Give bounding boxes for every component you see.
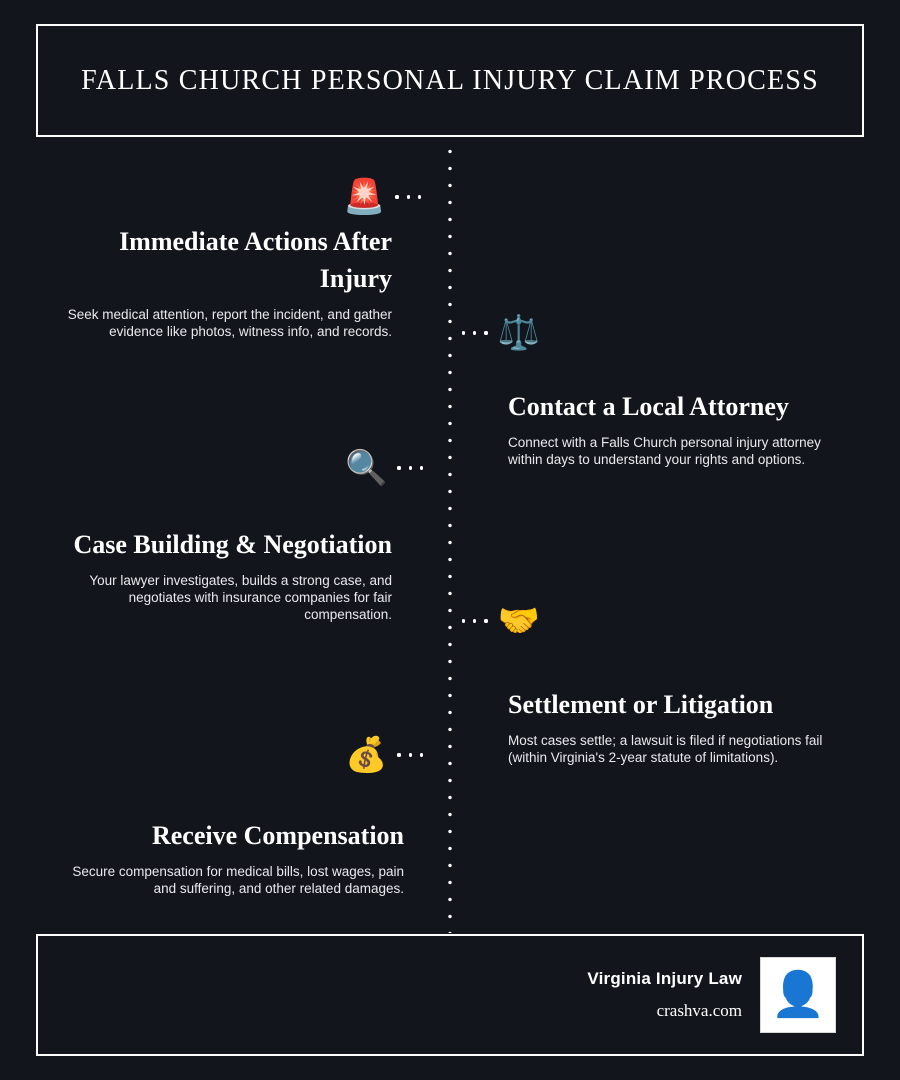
timeline-spine [448,143,453,933]
step-2-description: Connect with a Falls Church personal injury attorney within days to understand your rights and options. [508,434,821,468]
footer-content [587,957,836,1033]
step-3-connector-dots [397,466,423,469]
step-2-connector-dots [462,331,488,334]
magnifying-glass-icon: 🔍 [345,449,388,487]
footer-banner [36,934,864,1056]
step-5-title: Receive Compensation [151,821,404,850]
step-5-description: Secure compensation for medical bills, lost wages, pain and suffering, and other related damages. [72,863,404,897]
step-5-connector-dots [397,753,423,756]
step-3-icon-row [345,440,423,496]
handshake-icon: 🤝 [497,602,540,640]
step-4-title: Settlement or Litigation [508,690,774,719]
footer-text-block [587,969,742,1021]
step-1-icon-row [343,169,421,225]
step-4-connector-dots [462,619,488,622]
step-4-icon-row [462,593,540,649]
header-banner [36,24,864,137]
step-2-icon-row [462,305,540,361]
step-3-description: Your lawyer investigates, builds a strong case, and negotiates with insurance companies for fair compensation. [89,572,392,623]
money-bag-icon: 💰 [345,736,388,774]
step-4 [508,687,856,766]
step-3 [56,527,392,624]
step-1-connector-dots [395,195,421,198]
step-4-description: Most cases settle; a lawsuit is filed if negotiations fail (within Virginia's 2-year statute of limitations). [508,732,823,766]
step-2 [508,389,856,468]
brand-name: Virginia Injury Law [587,969,742,988]
step-1-title: Immediate Actions After Injury [119,227,392,293]
scales-of-justice-icon: ⚖️ [497,314,540,352]
step-3-title: Case Building & Negotiation [73,530,392,559]
step-5 [56,818,404,897]
step-5-icon-row [345,727,423,783]
step-1 [60,224,392,340]
step-1-description: Seek medical attention, report the incident, and gather evidence like photos, witness info, and records. [67,306,392,340]
businessperson-avatar-icon: 👤 [760,957,836,1033]
website-url: crashva.com [656,1001,742,1020]
step-2-title: Contact a Local Attorney [508,392,789,421]
siren-icon: 🚨 [343,178,386,216]
page-title: FALLS CHURCH PERSONAL INJURY CLAIM PROCESS [81,64,819,96]
